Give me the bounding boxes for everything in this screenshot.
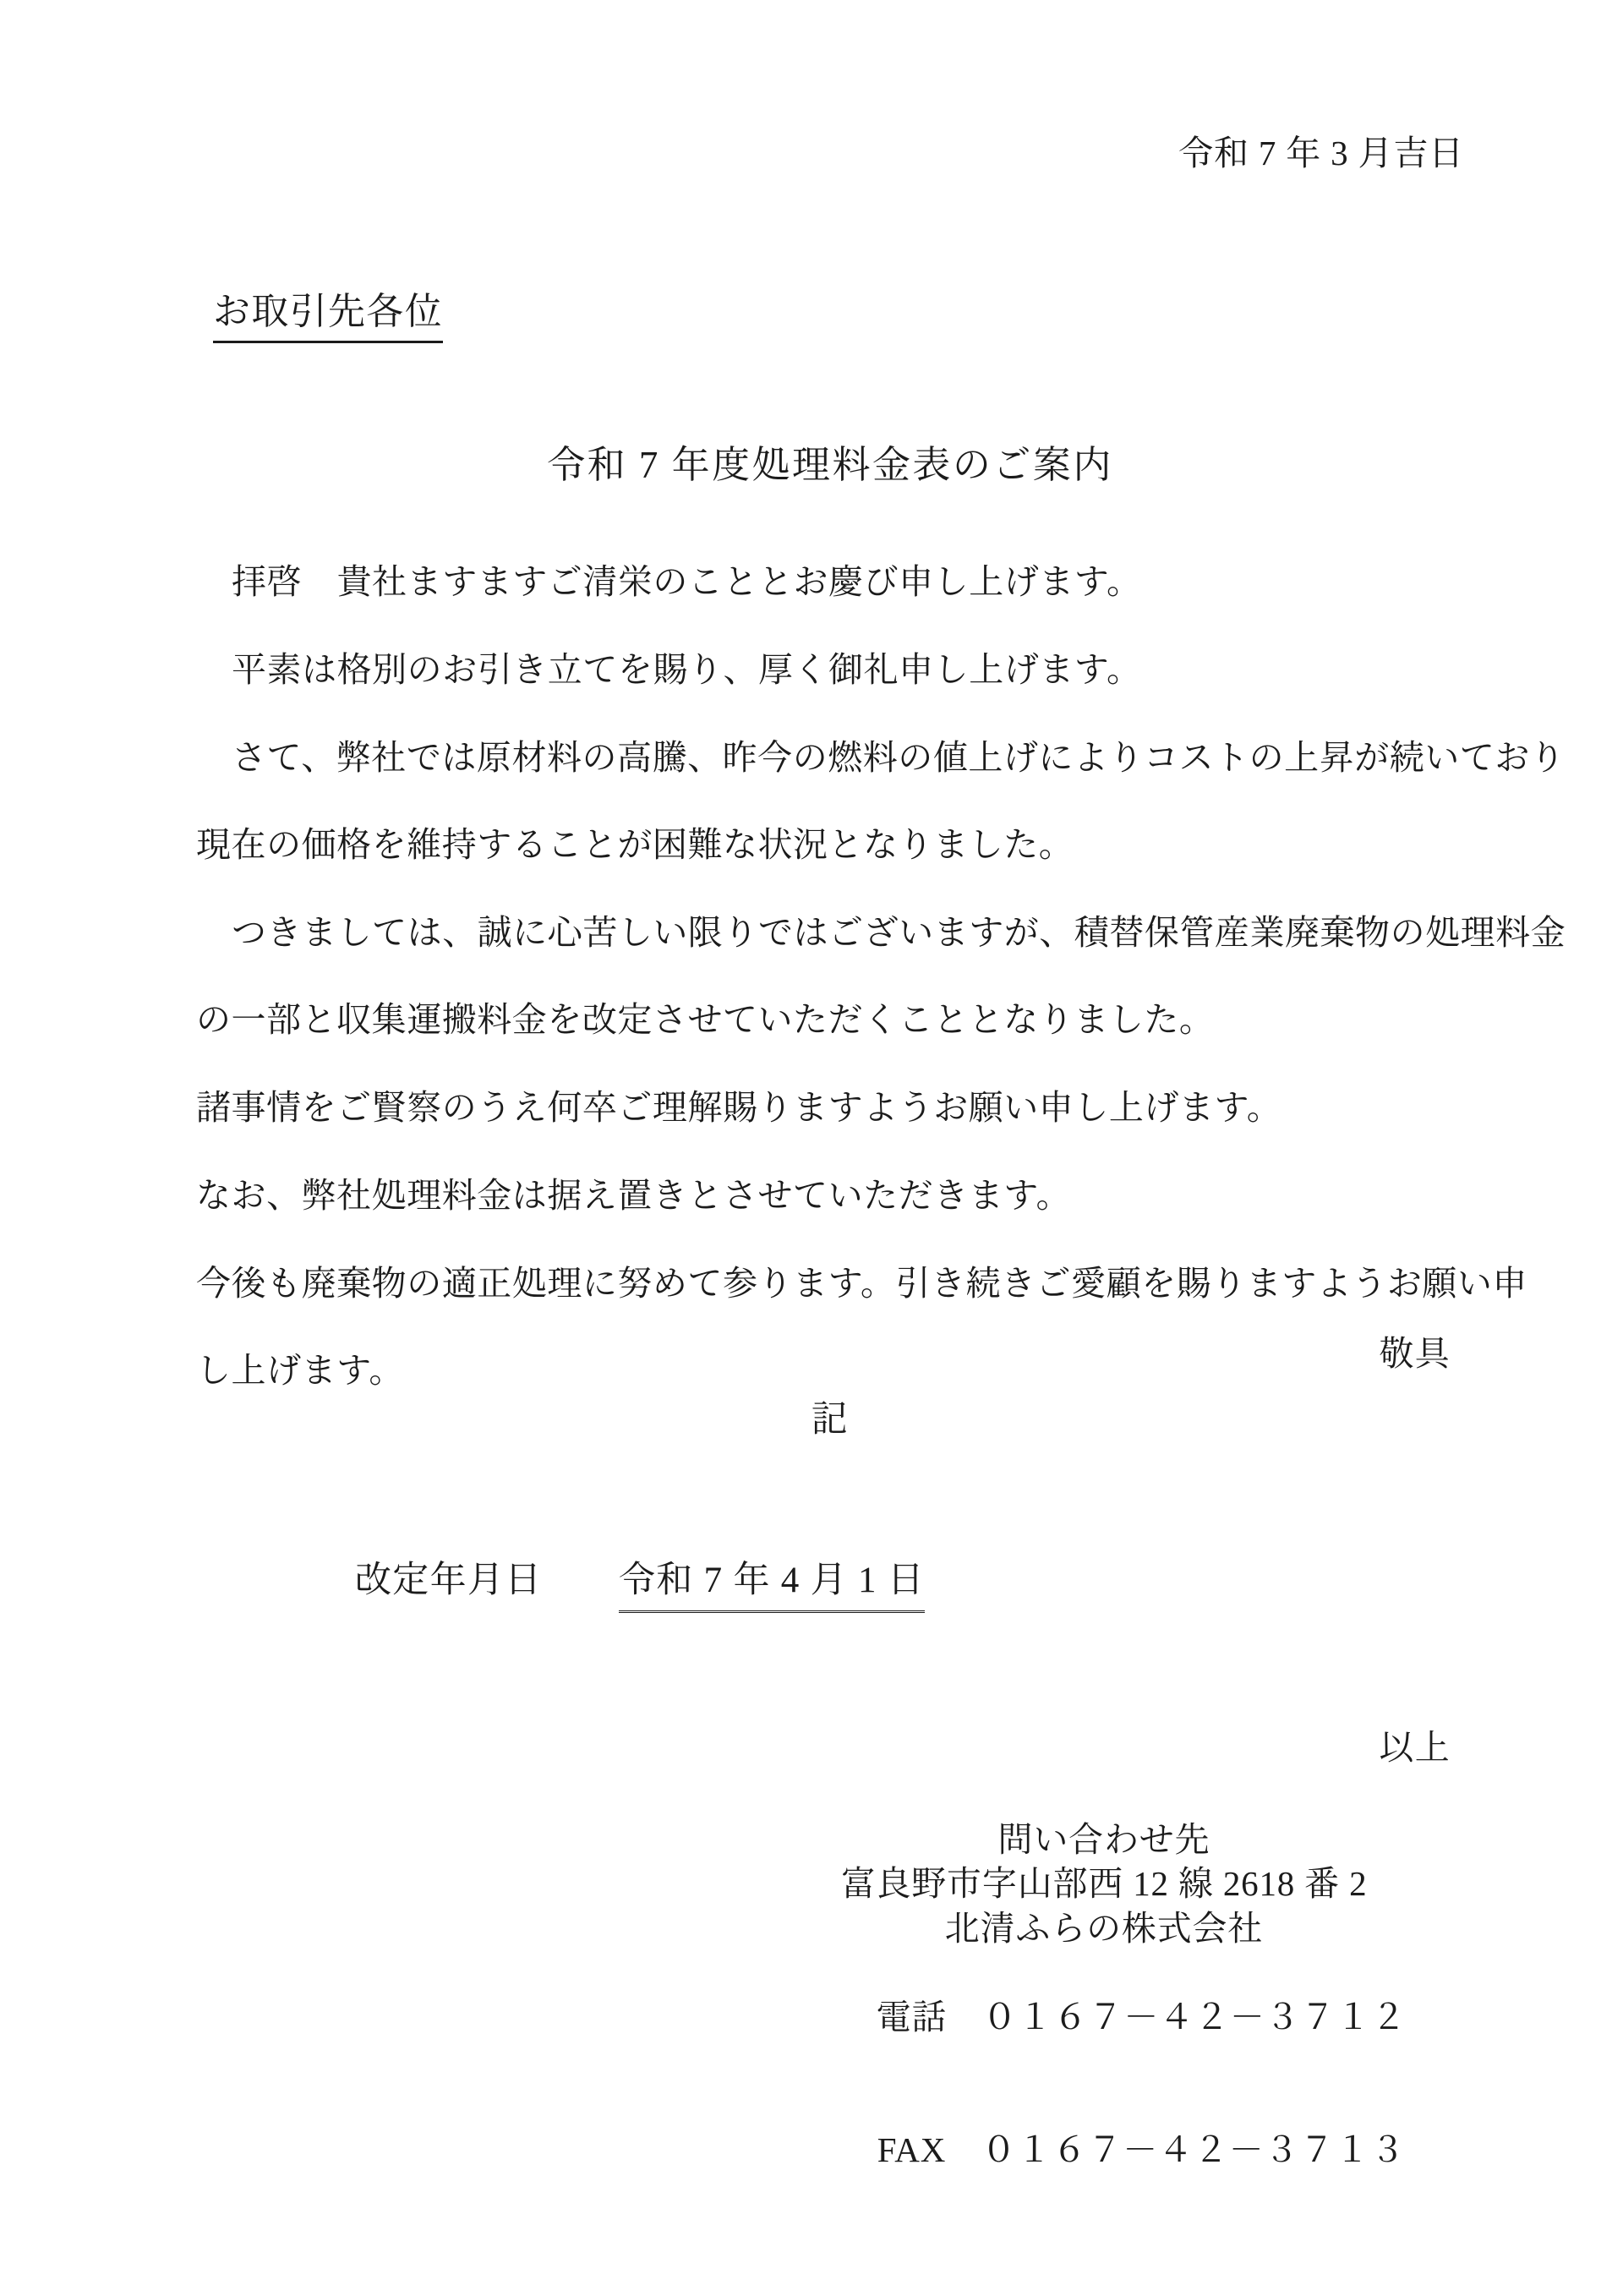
body-paragraph-cost-line1: さて、弊社では原材料の高騰、昨今の燃料の値上げによりコストの上昇が続いており [232,738,1566,777]
body-paragraph-greeting: 拝啓 貴社ますますご清栄のこととお慶び申し上げます。 [232,562,1142,601]
ki-marker: 記 [811,1400,850,1440]
contact-fax-label: FAX [877,2130,947,2170]
ijou-marker: 以上 [1379,1728,1451,1767]
contact-block [757,1818,1451,2217]
contact-telephone-value: ０１６７－４２－３７１２ [982,1997,1407,2036]
body-paragraph-future-line1: 今後も廃棄物の適正処理に努めて参ります。引き続きご愛顧を賜りますようお願い申 [196,1264,1527,1303]
contact-telephone-label: 電話 [876,1997,948,2036]
contact-heading: 問い合わせ先 [997,1820,1210,1859]
body-paragraph-revision-line1: つきましては、誠に心苦しい限りではございますが、積替保管産業廃棄物の処理料金 [232,913,1566,952]
revision-date-row [196,1551,1464,1717]
body-paragraph-understanding: 諸事情をご賢察のうえ何卒ご理解賜りますようお願い申し上げます。 [196,1088,1282,1127]
contact-company: 北清ふらの株式会社 [944,1908,1264,1948]
contact-fax-value: ０１６７－４２－３７１３ [981,2130,1406,2170]
body-paragraph-future-line2: し上げます。 [196,1351,404,1390]
closing-salutation: 敬具 [1379,1334,1451,1373]
document-date: 令和 7 年 3 月吉日 [1178,134,1464,172]
body-paragraph-cost-line2: 現在の価格を維持することが困難な状況となりました。 [196,825,1074,864]
revision-date-label: 改定年月日 [355,1561,543,1600]
body-paragraph-revision-line2: の一部と収集運搬料金を改定させていただくこととなりました。 [196,1000,1215,1039]
contact-fax [877,2128,1406,2172]
revision-date-value: 令和 7 年 4 月 1 日 [619,1551,925,1613]
addressee-line: お取引先各位 [213,281,443,343]
contact-telephone [877,1995,1407,2039]
body-paragraph-thanks: 平素は格別のお引き立てを賜り、厚く御礼申し上げます。 [232,650,1142,689]
document-body [196,554,1566,1430]
body-paragraph-no-change: なお、弊社処理料金は据え置きとさせていただきます。 [196,1176,1072,1215]
document-body-column [196,0,1566,2296]
document-title: 令和 7 年度処理料金表のご案内 [547,444,1113,486]
contact-address: 富良野市字山部西 12 線 2618 番 2 [840,1864,1368,1904]
